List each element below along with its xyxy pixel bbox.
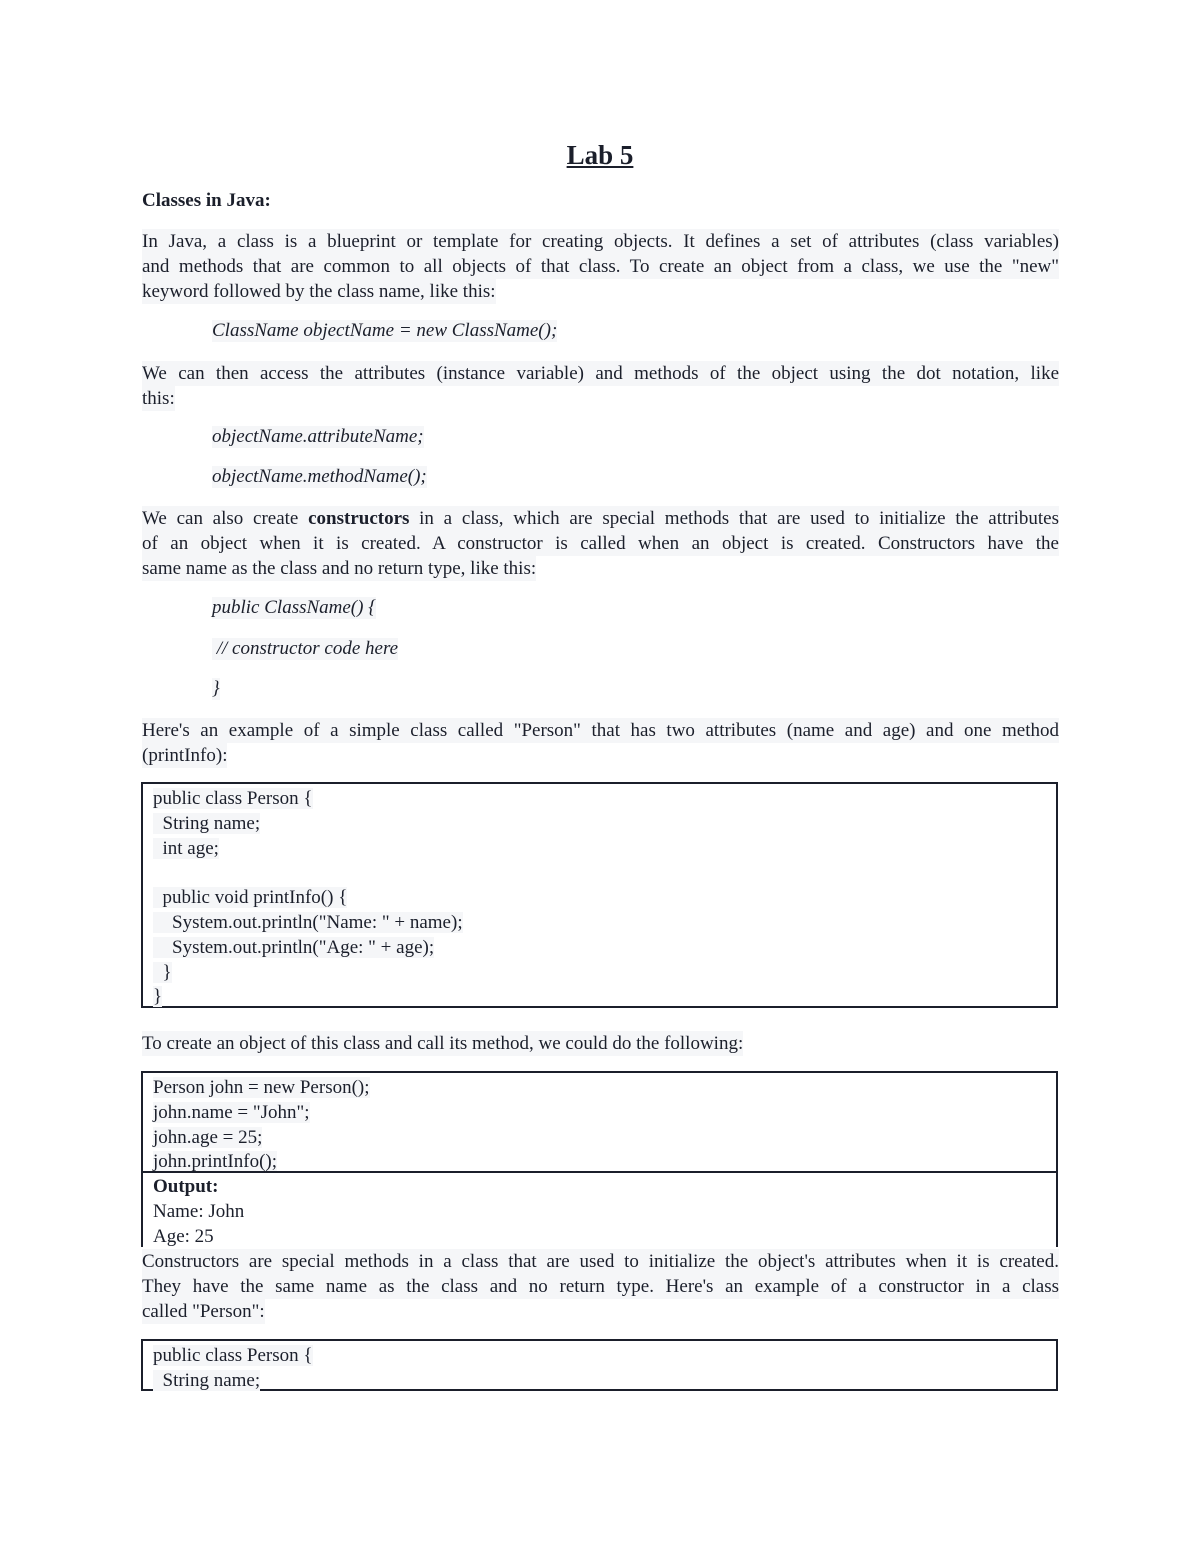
constructor-syntax-comment: // constructor code here — [212, 638, 399, 659]
output-label: Output: — [153, 1176, 219, 1197]
output-box — [141, 1171, 1058, 1247]
constructors-line: called "Person": — [142, 1301, 265, 1322]
code-line: String name; — [153, 812, 261, 834]
code-line: System.out.println("Name: " + name); — [153, 911, 463, 933]
constructors-paragraph — [142, 1249, 1059, 1324]
output-line: Age: 25 — [153, 1225, 214, 1247]
constructor-line: same name as the class and no return type, like this: — [142, 558, 537, 579]
access-line: We can then access the attributes (instance variable) and methods of the object using the dot notation, like — [142, 363, 1059, 384]
access-line: this: — [142, 388, 175, 409]
code-line: public void printInfo() { — [153, 887, 348, 909]
constructor-line: We can also create constructors in a class, which are special methods that are used to initialize the attributes — [142, 508, 1059, 529]
constructors-line: Constructors are special methods in a class that are used to initialize the object's attributes when it is created. — [142, 1251, 1059, 1272]
access-paragraph — [142, 361, 1059, 411]
constructor-class-code-box — [141, 1339, 1058, 1391]
code-line — [153, 861, 1046, 886]
syntax-method-call: objectName.methodName(); — [212, 466, 427, 487]
create-object-paragraph — [142, 1031, 1059, 1056]
syntax-attribute-access: objectName.attributeName; — [212, 426, 424, 447]
usage-code-box — [141, 1071, 1058, 1173]
constructor-syntax-open: public ClassName() { — [212, 597, 376, 618]
code-line: john.printInfo(); — [153, 1151, 278, 1173]
code-line: john.name = "John"; — [153, 1101, 310, 1123]
code-line: String name; — [153, 1369, 261, 1391]
constructors-term: constructors — [308, 508, 410, 529]
example-line: Here's an example of a simple class called "Person" that has two attributes (name and age) and one method — [142, 720, 1059, 741]
code-line: } — [153, 961, 172, 983]
example-line: (printInfo): — [142, 745, 228, 766]
code-line: } — [153, 986, 163, 1008]
code-line: public class Person { — [153, 1345, 313, 1366]
section-heading: Classes in Java: — [142, 190, 271, 211]
code-line: System.out.println("Age: " + age); — [153, 936, 435, 958]
intro-line: In Java, a class is a blueprint or template for creating objects. It defines a set of attributes (class variables) — [142, 231, 1059, 252]
person-class-code-box — [141, 782, 1058, 1008]
code-line: public class Person { — [153, 788, 313, 809]
create-object-line: To create an object of this class and call its method, we could do the following: — [142, 1033, 744, 1054]
output-line: Name: John — [153, 1200, 245, 1222]
syntax-create-object: ClassName objectName = new ClassName(); — [212, 320, 558, 341]
code-line: Person john = new Person(); — [153, 1077, 370, 1098]
constructors-line: They have the same name as the class and no return type. Here's an example of a constructor in a class — [142, 1276, 1059, 1297]
intro-paragraph — [142, 229, 1059, 304]
code-line: john.age = 25; — [153, 1126, 263, 1148]
code-line: int age; — [153, 837, 219, 859]
constructor-line: of an object when it is created. A constructor is called when an object is created. Constructors have the — [142, 533, 1059, 554]
intro-line: and methods that are common to all objects of that class. To create an object from a class, we use the "new" — [142, 256, 1059, 277]
page-title: Lab 5 — [566, 140, 634, 170]
intro-line: keyword followed by the class name, like this: — [142, 281, 496, 302]
constructor-syntax-close: } — [212, 678, 220, 699]
constructor-paragraph — [142, 506, 1059, 581]
example-paragraph — [142, 718, 1059, 768]
